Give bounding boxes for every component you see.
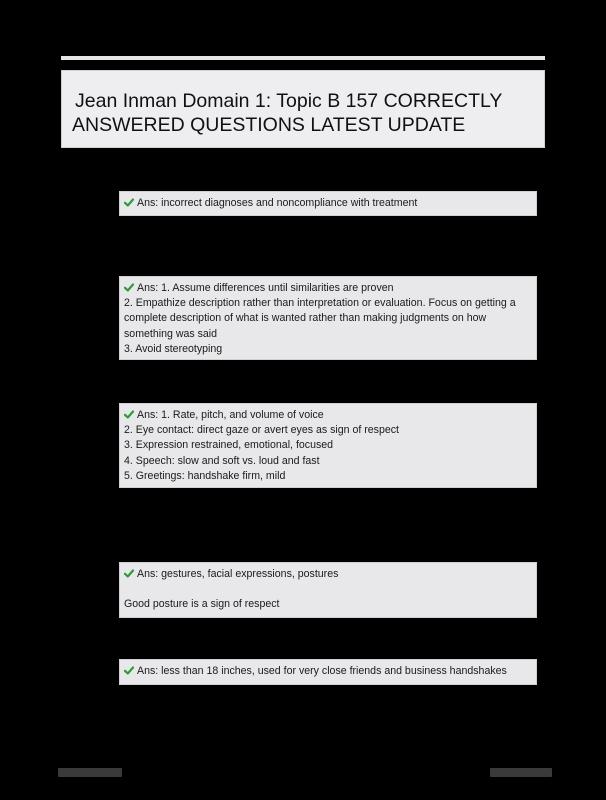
answer-line: 4. Speech: slow and soft vs. loud and fast <box>124 454 320 467</box>
answer-line: 2. Empathize description rather than interpretation or evaluation. Focus on getting a <box>124 297 516 310</box>
answer-box-3 <box>119 403 537 488</box>
answer-line: Ans: gestures, facial expressions, postures <box>124 567 532 582</box>
answer-line: 5. Greetings: handshake firm, mild <box>124 469 286 482</box>
answer-line: Ans: 1. Assume differences until similarities are proven <box>124 281 532 296</box>
header-rule <box>61 56 545 60</box>
title-line-1: Jean Inman Domain 1: Topic B 157 CORRECTLY <box>75 90 503 112</box>
check-icon <box>124 283 134 292</box>
document-title <box>72 89 536 137</box>
answer-box-5 <box>119 659 537 685</box>
document-title-box <box>61 70 545 148</box>
answer-line: 3. Expression restrained, emotional, focused <box>124 439 334 452</box>
answer-box-4 <box>119 562 537 618</box>
answer-line: 2. Eye contact: direct gaze or avert eyes as sign of respect <box>124 424 399 437</box>
answer-line: something was said <box>124 327 218 340</box>
answer-line: complete description of what is wanted rather than making judgments on how <box>124 312 487 325</box>
answer-line: 3. Avoid stereotyping <box>124 342 223 355</box>
check-icon <box>124 410 134 419</box>
answer-line: Ans: 1. Rate, pitch, and volume of voice <box>124 408 532 423</box>
footer-right-blurred <box>490 768 552 777</box>
check-icon <box>124 198 134 207</box>
answer-box-2 <box>119 276 537 360</box>
answer-box-1 <box>119 191 537 216</box>
check-icon <box>124 666 134 675</box>
title-line-2: ANSWERED QUESTIONS LATEST UPDATE <box>72 114 466 136</box>
answer-blank-line <box>124 582 532 597</box>
answer-line: Ans: incorrect diagnoses and noncompliance with treatment <box>124 196 532 211</box>
check-icon <box>124 569 134 578</box>
footer-left-blurred <box>58 768 122 777</box>
answer-line: Ans: less than 18 inches, used for very close friends and business handshakes <box>124 664 532 679</box>
answer-line: Good posture is a sign of respect <box>124 598 280 611</box>
